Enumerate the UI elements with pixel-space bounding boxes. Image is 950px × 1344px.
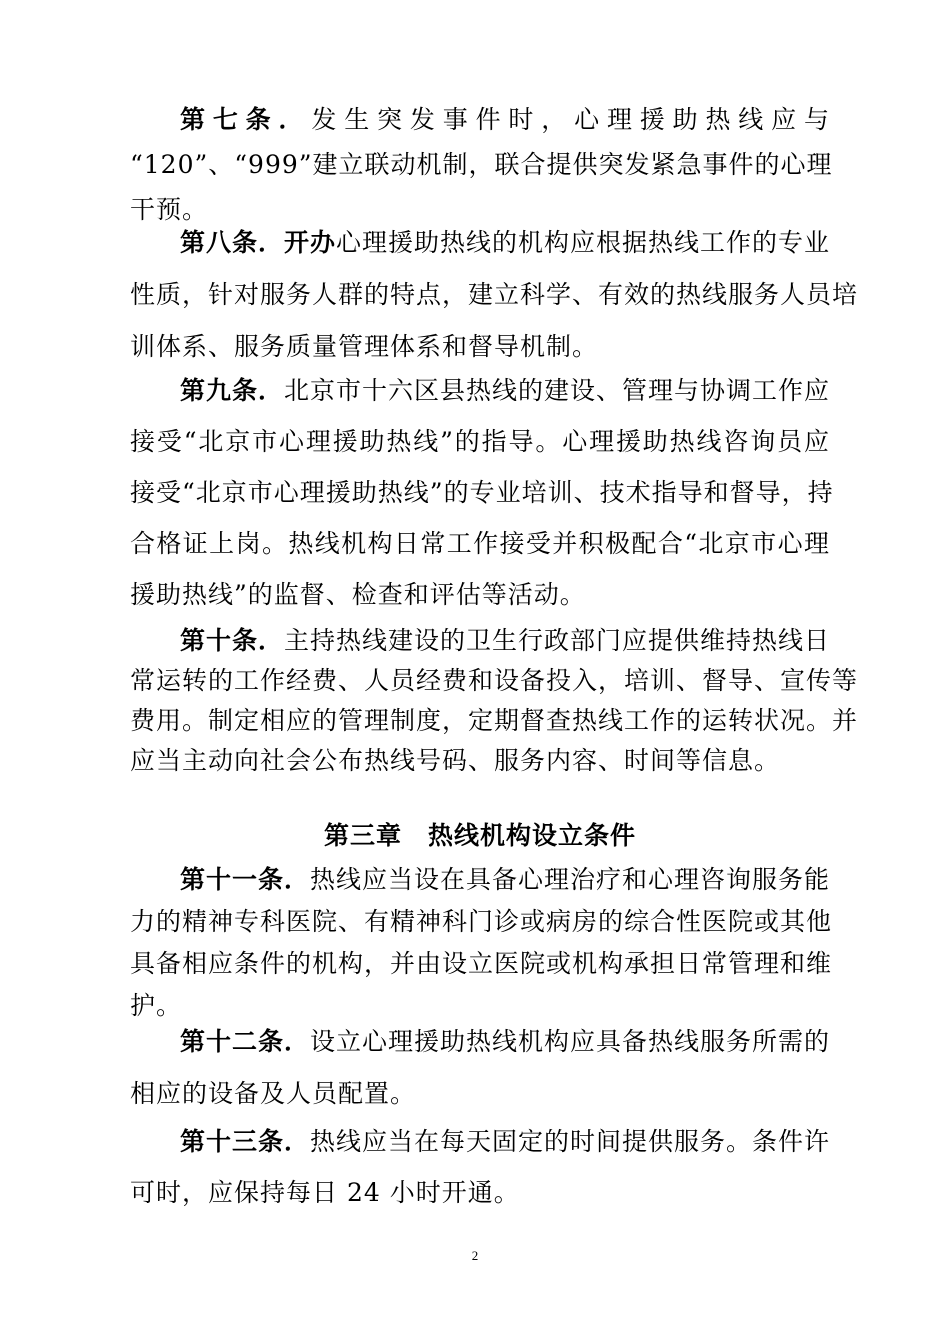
article-12-line-1 [130, 1025, 830, 1059]
article-9-line-3: 接受“北京市心理援助热线”的专业培训、技术指导和督导，持 [130, 478, 834, 507]
article-9-text-1: 北京市十六区县热线的建设、管理与协调工作应 [284, 376, 831, 405]
article-10-line-3: 费用。制定相应的管理制度，定期督查热线工作的运转状况。并 [130, 706, 859, 735]
article-9-line-2: 接受“北京市心理援助热线”的指导。心理援助热线咨询员应 [130, 427, 830, 456]
article-13-line-2: 可时，应保持每日 24 小时开通。 [130, 1178, 520, 1207]
article-7-line-2: “120”、“999”建立联动机制，联合提供突发紧急事件的心理 [130, 150, 833, 179]
chapter-number: 第三章 [323, 821, 402, 850]
article-9-line-5: 援助热线”的监督、检查和评估等活动。 [130, 580, 586, 609]
chapter-heading [130, 818, 830, 854]
article-8-line-3: 训体系、服务质量管理体系和督导机制。 [130, 332, 599, 361]
article-11-line-3: 具备相应条件的机构，并由设立医院或机构承担日常管理和维 [130, 949, 833, 978]
article-7-text-1: 发生突发事件时，心理援助热线应与 [311, 105, 830, 134]
article-7-line-1 [130, 103, 830, 137]
article-12-label: 第十二条． [180, 1027, 311, 1056]
article-11-text-1: 热线应当设在具备心理治疗和心理咨询服务能 [310, 865, 831, 894]
article-8-line-2: 性质，针对服务人群的特点，建立科学、有效的热线服务人员培 [130, 280, 859, 309]
article-13-label: 第十三条． [180, 1127, 311, 1156]
article-11-label: 第十一条． [180, 865, 311, 894]
article-10-label: 第十条． [180, 626, 285, 655]
chapter-title: 热线机构设立条件 [428, 821, 637, 850]
page-number: 2 [471, 1248, 479, 1263]
article-10-line-4: 应当主动向社会公布热线号码、服务内容、时间等信息。 [130, 746, 781, 775]
article-10-text-1: 主持热线建设的卫生行政部门应提供维持热线日 [284, 626, 831, 655]
article-13-text-1: 热线应当在每天固定的时间提供服务。条件许 [310, 1127, 831, 1156]
article-7-label: 第七条． [180, 105, 312, 134]
article-7-line-3: 干预。 [130, 195, 209, 224]
article-13-line-1 [130, 1125, 830, 1159]
article-8-line-1 [130, 226, 830, 260]
article-8-text-1: 心理援助热线的机构应根据热线工作的专业 [336, 228, 831, 257]
article-11-line-1 [130, 863, 830, 897]
article-12-text-1: 设立心理援助热线机构应具备热线服务所需的 [310, 1027, 831, 1056]
article-11-line-2: 力的精神专科医院、有精神科门诊或病房的综合性医院或其他 [130, 907, 833, 936]
article-8-label: 第八条．开办 [180, 228, 337, 257]
article-9-line-4: 合格证上岗。热线机构日常工作接受并积极配合“北京市心理 [130, 529, 830, 558]
article-10-line-2: 常运转的工作经费、人员经费和设备投入，培训、督导、宣传等 [130, 666, 859, 695]
article-11-line-4: 护。 [130, 991, 183, 1020]
article-9-line-1 [130, 374, 830, 408]
article-10-line-1 [130, 624, 830, 658]
article-12-line-2: 相应的设备及人员配置。 [130, 1079, 417, 1108]
article-9-label: 第九条． [180, 376, 285, 405]
